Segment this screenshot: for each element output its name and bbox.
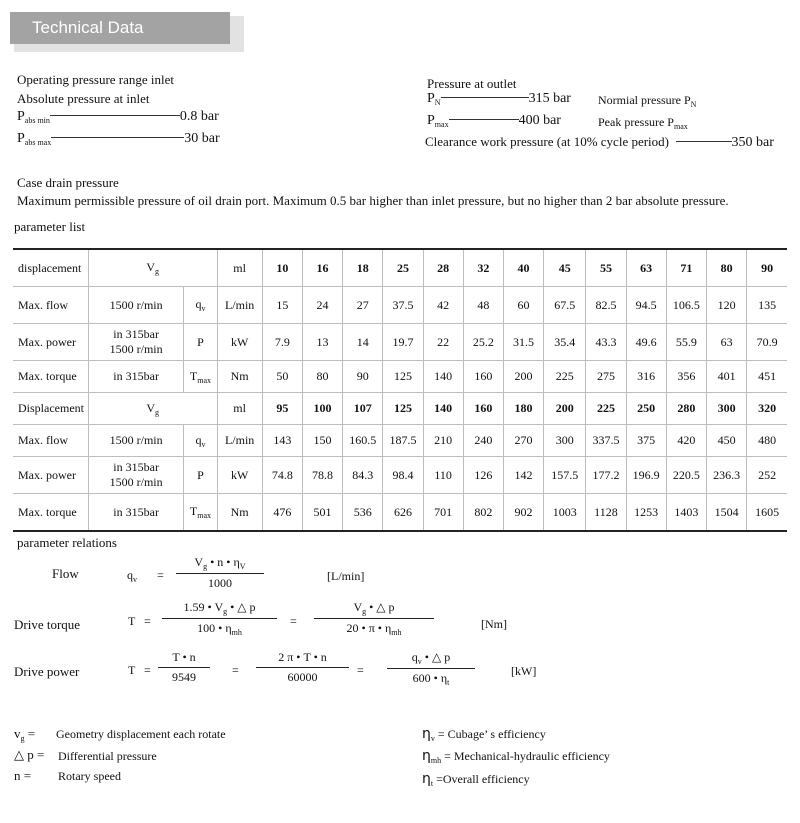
power-value: 84.3 <box>343 457 383 494</box>
torque-value: 50 <box>262 361 302 393</box>
power-value: 19.7 <box>383 324 423 361</box>
torque-value: 626 <box>383 494 423 532</box>
power-value: 7.9 <box>262 324 302 361</box>
legend-etat-text: =Overall efficiency <box>433 772 530 786</box>
torque-value: 701 <box>423 494 463 532</box>
power-value: 49.6 <box>626 324 666 361</box>
flow-denominator: 1000 <box>208 576 232 590</box>
pn-desc-sub: N <box>690 100 697 109</box>
pmax-description <box>598 115 688 131</box>
power-num-1: T • n <box>172 650 196 664</box>
symbol-subscript: v <box>201 439 206 449</box>
torque-value: 902 <box>503 494 543 532</box>
unit-cell: L/min <box>217 287 262 324</box>
flow-value: 450 <box>706 425 746 457</box>
pmax-desc-text: Peak pressure P <box>598 115 674 129</box>
displacement-value: 180 <box>503 393 543 425</box>
torque-equals-2: = <box>290 614 297 628</box>
displacement-value: 90 <box>747 249 787 287</box>
legend-etamh-text: = Mechanical-hydraulic efficiency <box>441 749 610 763</box>
power-value: 196.9 <box>626 457 666 494</box>
displacement-value: 280 <box>666 393 706 425</box>
parameter-table <box>13 248 787 532</box>
row-label: Displacement <box>13 393 88 425</box>
torque-value: 160 <box>463 361 503 393</box>
displacement-value: 320 <box>747 393 787 425</box>
power-equals-3: = <box>357 663 364 677</box>
condition-cell: 1500 r/min <box>88 425 183 457</box>
torque-num-1 <box>162 600 277 618</box>
flow-value: 48 <box>463 287 503 324</box>
legend-etamh <box>422 748 610 765</box>
torque-value: 536 <box>343 494 383 532</box>
pmax-symbol: P <box>17 131 25 146</box>
outlet-pmax-value: 400 bar <box>518 113 561 128</box>
flow-value: 67.5 <box>544 287 586 324</box>
table-body <box>13 249 787 531</box>
power-value: 126 <box>463 457 503 494</box>
power-value: 22 <box>423 324 463 361</box>
torque-value: 1003 <box>544 494 586 532</box>
power-num3-sub: v <box>417 657 422 666</box>
power-fraction-2 <box>256 650 349 685</box>
legend-etamh-symbol: η <box>422 748 431 764</box>
torque-num1-sub: g <box>223 607 228 616</box>
torque-den1-a: 100 • η <box>197 621 232 635</box>
pn-value: 315 bar <box>528 91 571 106</box>
inlet-range-label: Operating pressure range inlet <box>17 72 175 87</box>
legend-n-text: Rotary speed <box>58 769 121 783</box>
displacement-value: 300 <box>706 393 746 425</box>
flow-value: 82.5 <box>586 287 626 324</box>
displacement-value: 71 <box>666 249 706 287</box>
legend-etav <box>422 726 546 743</box>
power-value: 252 <box>747 457 787 494</box>
vg-symbol-cell <box>88 393 217 425</box>
displacement-value: 18 <box>343 249 383 287</box>
pmax-subscript: abs max <box>24 138 52 147</box>
outlet-pn-row <box>427 91 571 107</box>
power-value: 43.3 <box>586 324 626 361</box>
power-num-3 <box>387 650 475 668</box>
flow-value: 42 <box>423 287 463 324</box>
displacement-value: 107 <box>343 393 383 425</box>
unit-cell: ml <box>217 393 262 425</box>
symbol-cell: P <box>184 324 217 361</box>
symbol-subscript: max <box>197 511 211 520</box>
symbol-cell <box>184 494 217 532</box>
torque-value: 1403 <box>666 494 706 532</box>
row-label: Max. flow <box>13 425 88 457</box>
condition-line-2: 1500 r/min <box>109 475 163 489</box>
condition-line-2: 1500 r/min <box>109 342 163 356</box>
vg-symbol: V <box>146 400 156 415</box>
flow-value: 187.5 <box>383 425 423 457</box>
flow-num-sub: g <box>203 562 208 571</box>
pn-description <box>598 93 696 109</box>
displacement-value: 28 <box>423 249 463 287</box>
power-value: 177.2 <box>586 457 626 494</box>
torque-value: 316 <box>626 361 666 393</box>
condition-cell <box>88 457 183 494</box>
legend-etamh-sub: mh <box>430 756 442 765</box>
row-label: Max. torque <box>13 361 88 393</box>
torque-value: 275 <box>586 361 626 393</box>
symbol-subscript: max <box>197 375 211 385</box>
flow-value: 337.5 <box>586 425 626 457</box>
displacement-value: 125 <box>383 393 423 425</box>
symbol-cell <box>184 425 217 457</box>
torque-den2-a: 20 • π • η <box>346 621 392 635</box>
flow-num-v: V <box>194 555 204 569</box>
power-unit: [kW] <box>511 664 537 678</box>
unit-cell: Nm <box>217 494 262 532</box>
condition-cell <box>88 324 183 361</box>
pn-symbol: P <box>427 91 435 106</box>
flow-value: 135 <box>747 287 787 324</box>
pmin-symbol: P <box>17 109 25 124</box>
torque-den-1 <box>162 619 277 637</box>
leader-line <box>441 97 529 98</box>
power-value: 35.4 <box>544 324 586 361</box>
symbol: q <box>195 297 202 311</box>
power-value: 236.3 <box>706 457 746 494</box>
legend-vg-v: v <box>14 726 21 741</box>
clearance-value: 350 bar <box>731 135 774 150</box>
unit-cell: kW <box>217 457 262 494</box>
torque-equals: = <box>144 614 151 628</box>
leader-line <box>449 119 519 120</box>
displacement-value: 40 <box>503 249 543 287</box>
flow-value: 240 <box>463 425 503 457</box>
legend-etav-text: = Cubage’ s efficiency <box>434 727 546 741</box>
flow-value: 94.5 <box>626 287 666 324</box>
torque-value: 476 <box>262 494 302 532</box>
power-value: 63 <box>706 324 746 361</box>
vg-subscript: g <box>155 267 160 276</box>
displacement-value: 225 <box>586 393 626 425</box>
power-value: 78.8 <box>302 457 342 494</box>
torque-value: 356 <box>666 361 706 393</box>
flow-value: 420 <box>666 425 706 457</box>
row-label: displacement <box>13 249 88 287</box>
legend-etat-symbol: η <box>422 771 431 787</box>
flow-value: 15 <box>262 287 302 324</box>
displacement-value: 25 <box>383 249 423 287</box>
symbol: q <box>195 432 202 447</box>
power-fraction-3 <box>387 650 475 687</box>
relations-title: parameter relations <box>17 535 117 550</box>
torque-value: 125 <box>383 361 423 393</box>
torque-fraction-2 <box>314 600 434 637</box>
power-den-2: 60000 <box>287 670 318 684</box>
flow-value: 120 <box>706 287 746 324</box>
power-value: 98.4 <box>383 457 423 494</box>
parameter-list-title: parameter list <box>14 219 86 234</box>
displacement-value: 95 <box>262 393 302 425</box>
power-label: Drive power <box>14 664 80 679</box>
pmin-subscript: abs min <box>24 116 50 125</box>
flow-value: 210 <box>423 425 463 457</box>
displacement-value: 250 <box>626 393 666 425</box>
inlet-absolute-label: Absolute pressure at inlet <box>17 91 150 106</box>
table-row <box>13 494 787 532</box>
power-fraction-1 <box>158 650 210 685</box>
flow-numerator <box>176 555 264 573</box>
displacement-value: 200 <box>544 393 586 425</box>
power-value: 25.2 <box>463 324 503 361</box>
row-label: Max. flow <box>13 287 88 324</box>
flow-value: 106.5 <box>666 287 706 324</box>
flow-fraction <box>176 555 264 591</box>
torque-value: 1253 <box>626 494 666 532</box>
torque-value: 1605 <box>747 494 787 532</box>
symbol-subscript: v <box>201 304 206 313</box>
table-row <box>13 287 787 324</box>
legend-etav-symbol: η <box>422 726 431 742</box>
torque-num-2 <box>314 600 434 618</box>
table-row <box>13 425 787 457</box>
torque-num2-a: V <box>353 600 363 614</box>
condition-cell: in 315bar <box>88 494 183 532</box>
legend-etat-sub: t <box>430 779 434 788</box>
flow-value: 270 <box>503 425 543 457</box>
row-label: Max. power <box>13 324 88 361</box>
power-value: 31.5 <box>503 324 543 361</box>
power-value: 13 <box>302 324 342 361</box>
torque-value: 802 <box>463 494 503 532</box>
flow-value: 480 <box>747 425 787 457</box>
power-value: 14 <box>343 324 383 361</box>
legend-n-symbol: n = <box>14 768 32 783</box>
symbol: T <box>189 368 198 383</box>
case-drain-text: Maximum permissible pressure of oil drain port. Maximum 0.5 bar higher than inlet pressure, but no higher than 2 bar absolute pressure. <box>17 193 729 208</box>
flow-equals: = <box>157 568 164 582</box>
legend-vg-symbol <box>14 726 35 743</box>
flow-num-rest: • n • η <box>207 555 240 569</box>
flow-value: 300 <box>544 425 586 457</box>
table-row <box>13 393 787 425</box>
flow-unit: [L/min] <box>327 569 365 583</box>
pmin-value: 0.8 bar <box>179 109 219 124</box>
flow-value: 24 <box>302 287 342 324</box>
power-num3-rest: • △ p <box>421 650 451 664</box>
displacement-value: 45 <box>544 249 586 287</box>
displacement-value: 55 <box>586 249 626 287</box>
table-row <box>13 361 787 393</box>
power-value: 220.5 <box>666 457 706 494</box>
pn-subscript: N <box>434 98 441 107</box>
torque-num2-rest: • △ p <box>366 600 395 614</box>
legend-vg-text: Geometry displacement each rotate <box>56 727 226 741</box>
leader-line <box>51 137 184 138</box>
torque-value: 225 <box>544 361 586 393</box>
power-num3-a: q <box>411 650 418 664</box>
condition-cell: 1500 r/min <box>88 287 183 324</box>
displacement-value: 80 <box>706 249 746 287</box>
displacement-value: 100 <box>302 393 342 425</box>
flow-num-rest-sub: V <box>239 562 246 571</box>
power-den3-a: 600 • η <box>412 671 448 685</box>
leader-line <box>676 141 732 142</box>
table-row <box>13 249 787 287</box>
vg-symbol: V <box>146 260 156 274</box>
power-den-3 <box>387 669 475 687</box>
torque-value: 1504 <box>706 494 746 532</box>
power-equals-2: = <box>232 663 239 677</box>
symbol-cell <box>184 361 217 393</box>
torque-lhs: T <box>128 614 136 628</box>
inlet-pmax-row <box>17 131 220 147</box>
unit-cell: L/min <box>217 425 262 457</box>
outlet-title: Pressure at outlet <box>427 76 517 91</box>
torque-den1-sub: mh <box>231 628 242 637</box>
torque-value: 401 <box>706 361 746 393</box>
clearance-row <box>425 134 774 151</box>
page-title: Technical Data <box>32 18 144 37</box>
legend-etav-sub: v <box>430 734 435 743</box>
table-row <box>13 324 787 361</box>
unit-cell: kW <box>217 324 262 361</box>
table-row <box>13 457 787 494</box>
torque-den2-sub: mh <box>391 628 402 637</box>
case-drain-title: Case drain pressure <box>17 175 119 190</box>
power-den-1: 9549 <box>172 670 196 684</box>
outlet-pmax-row <box>427 113 561 129</box>
flow-value: 160.5 <box>343 425 383 457</box>
leader-line <box>50 115 180 116</box>
flow-value: 143 <box>262 425 302 457</box>
inlet-pmin-row <box>17 109 219 125</box>
legend-etat <box>422 771 530 788</box>
vg-symbol-cell <box>88 249 217 287</box>
torque-value: 501 <box>302 494 342 532</box>
flow-value: 37.5 <box>383 287 423 324</box>
legend-vg-eq: = <box>24 726 36 741</box>
legend-dp-text: Differential pressure <box>58 749 157 763</box>
pmax-value: 30 bar <box>184 131 220 146</box>
displacement-value: 63 <box>626 249 666 287</box>
power-value: 157.5 <box>544 457 586 494</box>
displacement-value: 140 <box>423 393 463 425</box>
torque-value: 451 <box>747 361 787 393</box>
condition-line-1: in 315bar <box>113 460 159 474</box>
unit-cell: Nm <box>217 361 262 393</box>
power-value: 142 <box>503 457 543 494</box>
torque-num1-rest: • △ p <box>227 600 256 614</box>
power-den3-sub: t <box>447 678 450 687</box>
displacement-value: 160 <box>463 393 503 425</box>
row-label: Max. power <box>13 457 88 494</box>
pmax-desc-sub: max <box>673 122 688 131</box>
symbol-cell: P <box>184 457 217 494</box>
outlet-pmax-subscript: max <box>434 120 449 129</box>
displacement-value: 10 <box>262 249 302 287</box>
power-num-2: 2 π • T • n <box>278 650 327 664</box>
power-lhs: T <box>128 663 136 677</box>
unit-cell: ml <box>217 249 262 287</box>
power-value: 55.9 <box>666 324 706 361</box>
torque-value: 200 <box>503 361 543 393</box>
pn-desc-text: Normial pressure P <box>598 93 691 107</box>
flow-value: 150 <box>302 425 342 457</box>
torque-fraction-1 <box>162 600 277 637</box>
flow-value: 375 <box>626 425 666 457</box>
symbol: T <box>189 504 198 518</box>
power-value: 70.9 <box>747 324 787 361</box>
row-label: Max. torque <box>13 494 88 532</box>
torque-den-2 <box>314 619 434 637</box>
condition-line-1: in 315bar <box>113 327 159 341</box>
flow-value: 60 <box>503 287 543 324</box>
power-value: 110 <box>423 457 463 494</box>
symbol-cell <box>184 287 217 324</box>
power-equals: = <box>144 663 151 677</box>
condition-cell: in 315bar <box>88 361 183 393</box>
displacement-value: 32 <box>463 249 503 287</box>
flow-label: Flow <box>52 566 79 581</box>
torque-num2-sub: g <box>362 607 367 616</box>
flow-value: 27 <box>343 287 383 324</box>
torque-num1-a: 1.59 • V <box>183 600 224 614</box>
torque-unit: [Nm] <box>481 617 507 631</box>
displacement-value: 16 <box>302 249 342 287</box>
clearance-label: Clearance work pressure (at 10% cycle period) <box>425 134 669 149</box>
torque-value: 140 <box>423 361 463 393</box>
torque-value: 80 <box>302 361 342 393</box>
legend-dp-symbol: △ p = <box>14 747 45 762</box>
flow-lhs <box>127 568 137 584</box>
torque-value: 1128 <box>586 494 626 532</box>
vg-subscript: g <box>155 407 160 417</box>
flow-lhs-symbol: q <box>127 568 133 582</box>
torque-label: Drive torque <box>14 617 81 632</box>
flow-lhs-sub: v <box>133 575 137 584</box>
power-value: 74.8 <box>262 457 302 494</box>
legend-vg-sub: g <box>20 734 25 743</box>
outlet-pmax-symbol: P <box>427 113 435 128</box>
torque-value: 90 <box>343 361 383 393</box>
